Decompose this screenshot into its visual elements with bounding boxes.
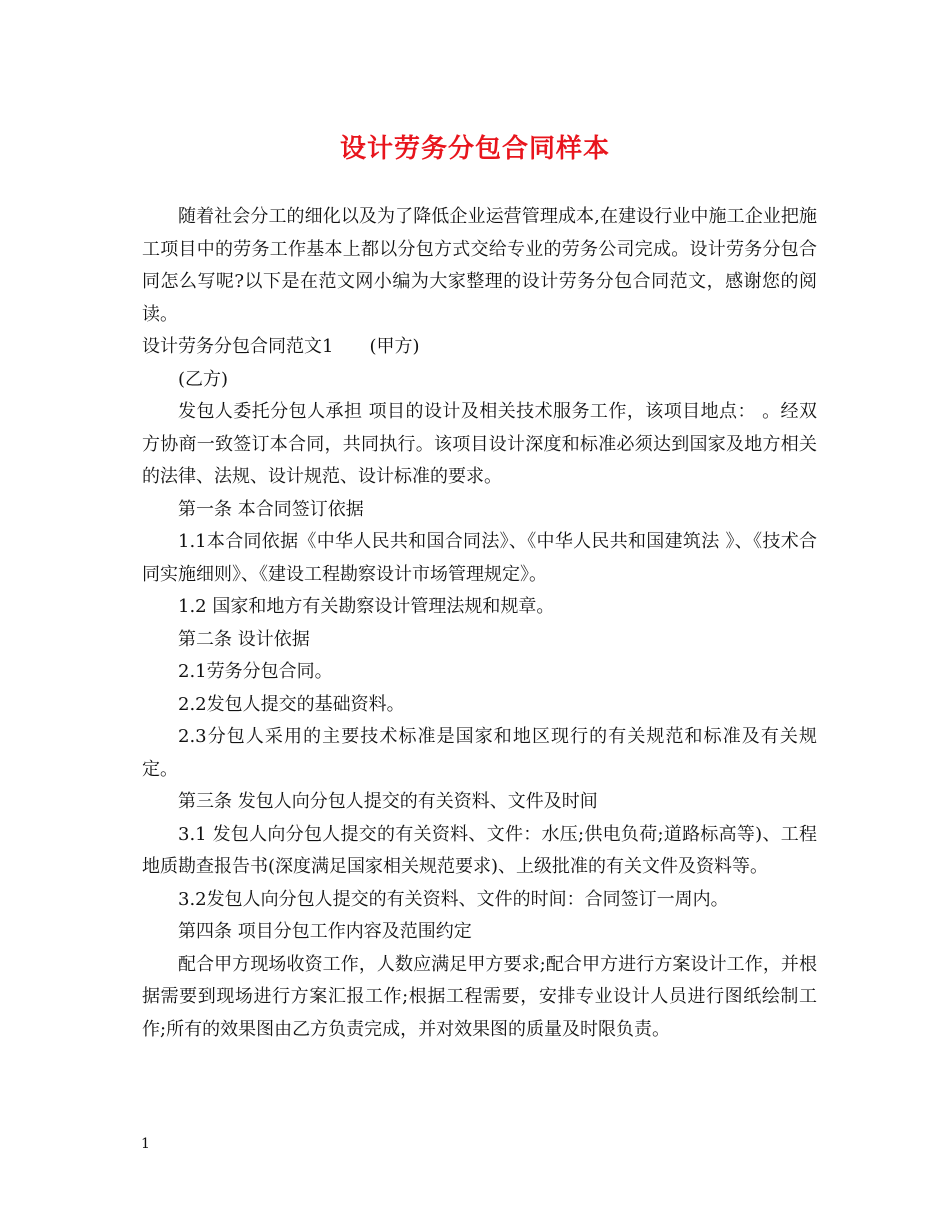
party-b-line: (乙方) — [178, 368, 229, 390]
clause-1-1: 1.1本合同依据《中华人民共和国合同法》、《中华人民共和国建筑法 》、《技术合同实施细则》、《建设工程勘察设计市场管理规定》。 — [142, 531, 817, 585]
clause-1-2: 1.2 国家和地方有关勘察设计管理法规和规章。 — [178, 596, 555, 617]
page-number: 1 — [141, 1136, 150, 1152]
commission-paragraph: 发包人委托分包人承担 项目的设计及相关技术服务工作，该项目地点： 。经双方协商一致签订本合同，共同执行。该项目设计深度和标准必须达到国家及地方相关的法律、法规、设计规范、设计标准的要求。 — [142, 401, 817, 487]
article-1-heading: 第一条 本合同签订依据 — [178, 498, 364, 520]
document-body — [142, 201, 817, 1046]
clause-2-3: 2.3分包人采用的主要技术标准是国家和地区现行的有关规范和标准及有关规定。 — [142, 726, 817, 780]
clause-2-1: 2.1劳务分包合同。 — [178, 661, 333, 682]
article-3-heading: 第三条 发包人向分包人提交的有关资料、文件及时间 — [178, 791, 598, 812]
article-4-content: 配合甲方现场收资工作，人数应满足甲方要求;配合甲方进行方案设计工作，并根据需要到现场进行方案汇报工作;根据工程需要，安排专业设计人员进行图纸绘制工作;所有的效果图由乙方负责完成，并对效果图的质量及时限负责。 — [142, 953, 817, 1040]
article-4-heading: 第四条 项目分包工作内容及范围约定 — [178, 921, 472, 942]
clause-3-2: 3.2发包人向分包人提交的有关资料、文件的时间：合同签订一周内。 — [178, 888, 729, 910]
clause-2-2: 2.2发包人提交的基础资料。 — [178, 693, 405, 715]
article-2-heading: 第二条 设计依据 — [178, 628, 310, 650]
document-title: 设计劳务分包合同样本 — [339, 134, 610, 164]
clause-3-1: 3.1 发包人向分包人提交的有关资料、文件：水压;供电负荷;道路标高等)、工程地质勘查报告书(深度满足国家相关规范要求)、上级批准的有关文件及资料等。 — [142, 823, 817, 877]
intro-paragraph: 随着社会分工的细化以及为了降低企业运营管理成本,在建设行业中施工企业把施工项目中的劳务工作基本上都以分包方式交给专业的劳务公司完成。设计劳务分包合同怎么写呢?以下是在范文网小编为大家整理的设计劳务分包合同范文，感谢您的阅读。 — [142, 206, 817, 325]
contract-heading-line: 设计劳务分包合同范文1 (甲方) — [142, 336, 420, 357]
